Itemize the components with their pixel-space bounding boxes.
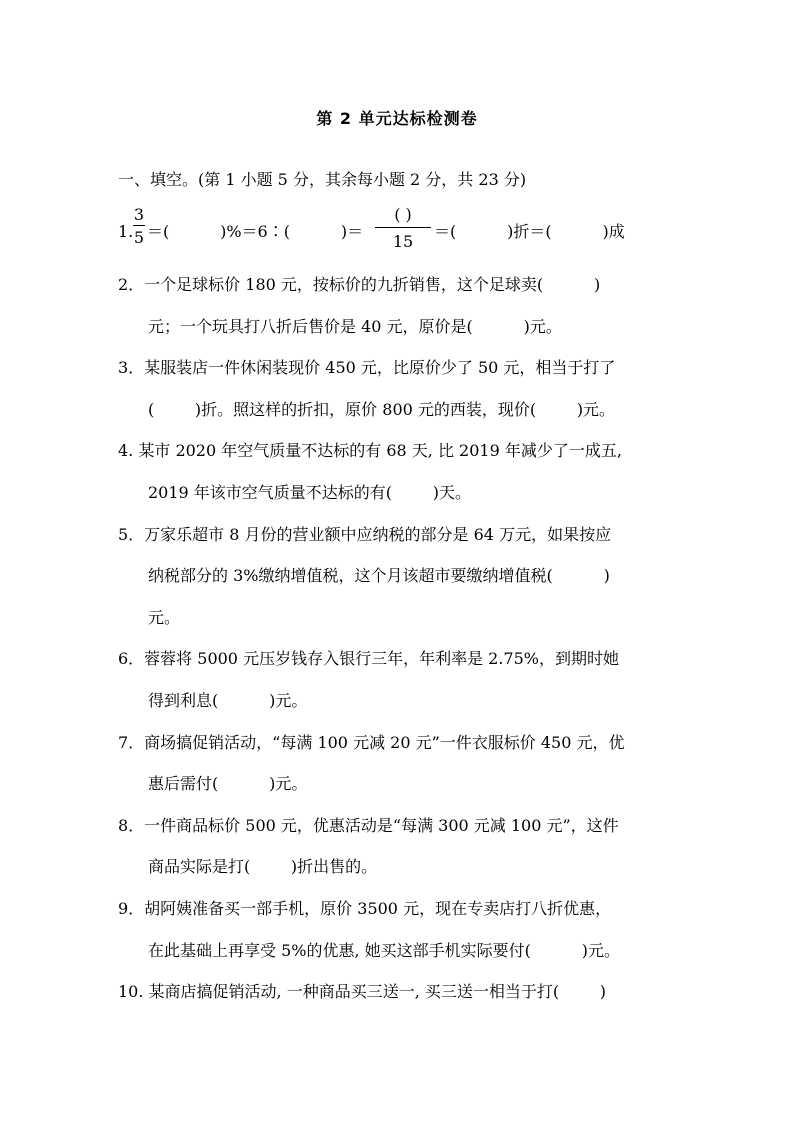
question-line: 10. 某商店搞促销活动, 一种商品买三送一, 买三送一相当于打( ) [118,982,607,1001]
q1-fraction2-bar [375,227,431,228]
q1-fraction2-numerator: ( ) [394,205,412,224]
section-heading: 一、填空。(第 1 小题 5 分，其余每小题 2 分，共 23 分) [118,170,527,189]
question-line: 8．一件商品标价 500 元，优惠活动是“每满 300 元减 100 元”，这件 [118,816,619,835]
q1-middle: ＝( )%＝6∶( )＝ [147,222,364,241]
q1-fraction-numerator: 3 [133,205,145,224]
question-line: 商品实际是打( )折出售的。 [148,857,378,876]
question-line: 3．某服装店一件休闲装现价 450 元，比原价少了 50 元，相当于打了 [118,358,616,377]
q1-fraction-denominator: 5 [133,228,145,247]
q1-fraction2-denominator: 15 [392,232,414,251]
question-line: 纳税部分的 3%缴纳增值税，这个月该超市要缴纳增值税( ) [148,566,610,585]
question-line: 得到利息( )元。 [148,691,308,710]
question-line: 5．万家乐超市 8 月份的营业额中应纳税的部分是 64 万元，如果按应 [118,525,612,544]
question-line: 4. 某市 2020 年空气质量不达标的有 68 天, 比 2019 年减少了一成五, [118,441,622,460]
question-line: 元。 [148,608,181,627]
q1-number: 1. [118,222,134,241]
q1-tail: ＝( )折＝( )成 [434,222,625,241]
question-line: 2019 年该市空气质量不达标的有( )天。 [148,483,471,502]
question-line: 7．商场搞促销活动，“每满 100 元减 20 元”一件衣服标价 450 元，优 [118,733,625,752]
q1-fraction-bar [133,225,145,226]
question-line: ( )折。照这样的折扣，原价 800 元的西装，现价( )元。 [148,400,616,419]
question-line: 9．胡阿姨准备买一部手机，原价 3500 元，现在专卖店打八折优惠， [118,899,612,918]
question-line: 6．蓉蓉将 5000 元压岁钱存入银行三年，年利率是 2.75%，到期时她 [118,649,619,668]
question-line: 2．一个足球标价 180 元，按标价的九折销售，这个足球卖( ) [118,275,601,294]
question-line: 在此基础上再享受 5%的优惠, 她买这部手机实际要付( )元。 [148,941,620,960]
question-line: 元；一个玩具打八折后售价是 40 元，原价是( )元。 [148,317,562,336]
question-line: 惠后需付( )元。 [148,774,308,793]
page-title: 第 2 单元达标检测卷 [316,109,478,128]
